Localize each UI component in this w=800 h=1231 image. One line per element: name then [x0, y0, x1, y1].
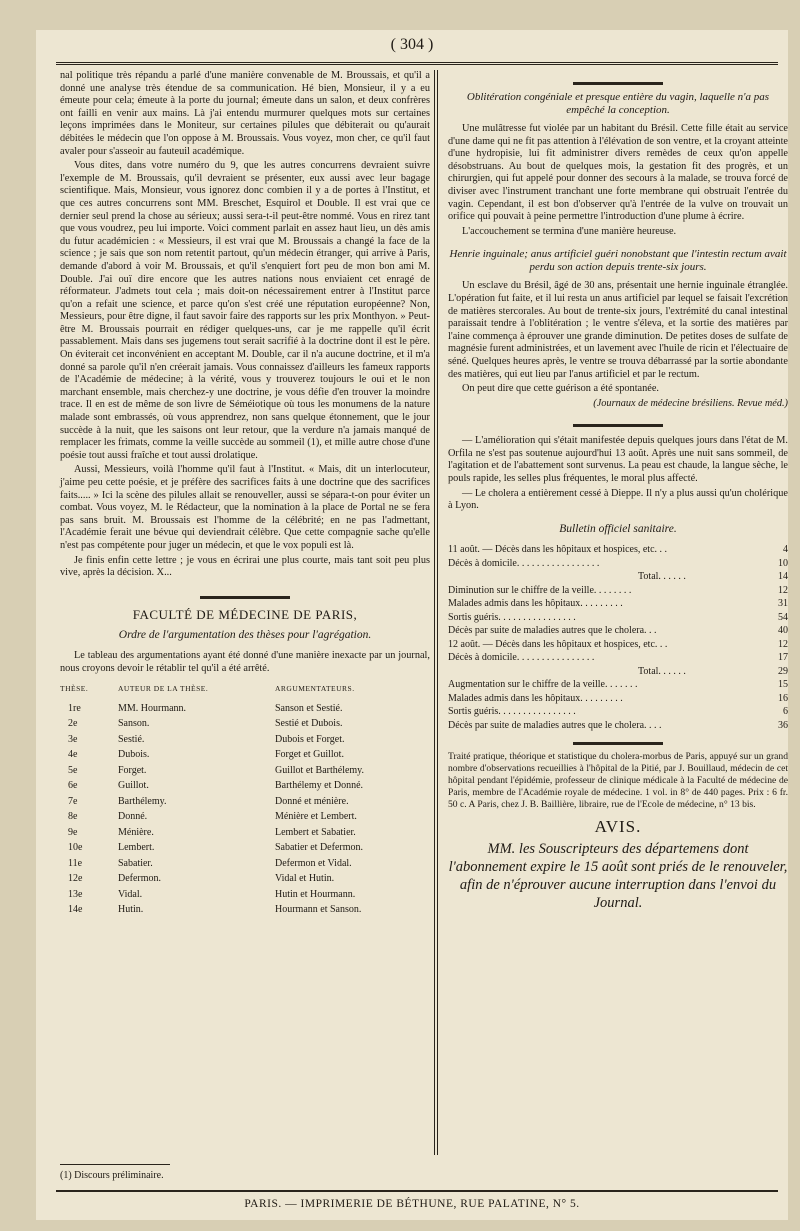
thesis-author: Barthélemy.: [118, 795, 167, 807]
article-2-source: (Journaux de médecine brésiliens. Revue méd.): [593, 397, 788, 409]
article-1-paragraph-1: Une mulâtresse fut violée par un habitant du Brésil. Cette fille était au service d'une dame qui ne fit pas attention à l'élévation de son ventre, et la croyant atteinte d'une hydropisie, lui fit administrer divers remèdes de ceux qu'on appelle désobstruans. Au bout de quelques mois, la gestation fit des progrès, et un chirurgien, qui fut appelé pour donner des secours à la malade, se trouva forcé de diviser avec l'instrument tranchant une forte membrane qui obstruait l'entrée du vagin. Cependant, il est bon d'observer qu'à l'entrée de la vulve on trouvait un orifice qui pouvait à peine permettre l'introduction d'une plume à écrire.: [448, 123, 788, 223]
bulletin-value: 6: [783, 706, 788, 718]
thesis-author: Lembert.: [118, 842, 155, 854]
argumentators: Defermon et Vidal.: [274, 857, 352, 869]
bulletin-row: [448, 678, 788, 692]
argumentators: Hutin et Hourmann.: [274, 888, 356, 900]
bulletin-row: [448, 611, 788, 625]
argumentators: Sestié et Dubois.: [274, 718, 343, 730]
table-row: [60, 857, 430, 873]
these-number: 9e: [68, 826, 78, 838]
thesis-author: Sestié.: [118, 733, 145, 745]
letter-paragraph-4: Je finis enfin cette lettre ; je vous en écrirai une plus courte, mais tant soit peu plus vive, après la décision. X...: [60, 554, 430, 579]
news-orfila: — L'amélioration qui s'était manifestée depuis quelques jours dans l'état de M. Orfila ne s'est pas soutenue aujourd'hui 13 août. Après une nuit sans sommeil, de l'agitation et de l'abattement sont survenus. La peau est chaude, la langue sèche, le pouls rapide, les selles plus fréquentes, le moral plus affecté.: [448, 435, 788, 485]
argumentators: Lembert et Sabatier.: [274, 826, 356, 838]
table-header-argumentateurs: ARGUMENTATEURS.: [274, 684, 355, 694]
argumentators: Vidal et Hutin.: [274, 873, 335, 885]
column-divider-inner: [437, 70, 438, 1155]
bulletin-row: [448, 557, 788, 571]
bulletin-label: Décès par suite de maladies autres que le cholera. . .: [448, 625, 657, 637]
bulletin-label: 11 août. — Décès dans les hôpitaux et hospices, etc. . .: [448, 544, 668, 556]
these-number: 11e: [68, 857, 83, 869]
bulletin-title: Bulletin officiel sanitaire.: [559, 522, 677, 535]
footnote: (1) Discours préliminaire.: [60, 1170, 164, 1181]
bulletin-value: 10: [778, 557, 788, 569]
bulletin-value: 14: [778, 571, 788, 583]
these-number: 10e: [68, 842, 83, 854]
news-cholera: — Le cholera a entièrement cessé à Dieppe. Il n'y a plus aussi qu'un cholérique à Lyon.: [448, 487, 788, 512]
book-notice: Traité pratique, théorique et statistique du cholera-morbus de Paris, appuyé sur un grand nombre d'observations recueillies à l'hôpital de la Pitié, par J. Bouillaud, médecin de cet hôpital pendant l'épidémie, professeur de clinique médicale à la Faculté de médecine de Paris, membre de l'Académie royale de médecine. 1 vol. in 8° de 440 pages. Prix : 6 fr. 50 c. A Paris, chez J. B. Baillière, libraire, rue de l'Ecole de médecine, n° 13 bis.: [448, 751, 788, 811]
argumentators: Forget et Guillot.: [274, 749, 344, 761]
bulletin-label: Décès à domicile. . . . . . . . . . . . . . . .: [448, 652, 595, 664]
section-rule: [573, 82, 663, 85]
bulletin-row: [448, 692, 788, 706]
bulletin-value: 12: [778, 638, 788, 650]
bulletin-label: Sortis guéris. . . . . . . . . . . . . . . .: [448, 611, 576, 623]
table-row: [60, 748, 430, 764]
bulletin-row: [448, 570, 788, 584]
bulletin-label: Total. . . . . .: [638, 571, 686, 583]
bulletin-label: Décès par suite de maladies autres que le cholera. . . .: [448, 719, 662, 731]
bulletin-value: 17: [778, 652, 788, 664]
article-2-paragraph-2: On peut dire que cette guérison a été spontanée.: [462, 383, 659, 395]
bulletin-label: Total. . . . . .: [638, 665, 686, 677]
section-rule: [573, 424, 663, 427]
these-number: 6e: [68, 780, 78, 792]
thesis-author: Ménière.: [118, 826, 154, 838]
argumentators: Guillot et Barthélemy.: [274, 764, 365, 776]
bulletin-value: 40: [778, 625, 788, 637]
bulletin-value: 16: [778, 692, 788, 704]
bulletin-row: [448, 638, 788, 652]
table-row: [60, 717, 430, 733]
bulletin-value: 36: [778, 719, 788, 731]
faculty-intro: Le tableau des argumentations ayant été donné d'une manière inexacte par un journal, nous croyons devoir le rétablir tel qu'il a été arrêté.: [60, 649, 430, 674]
these-number: 5e: [68, 764, 78, 776]
argumentators: Ménière et Lembert.: [274, 811, 357, 823]
table-row: [60, 779, 430, 795]
bulletin-value: 29: [778, 665, 788, 677]
bulletin-row: [448, 665, 788, 679]
thesis-author: Donné.: [118, 811, 148, 823]
thesis-author: Vidal.: [118, 888, 143, 900]
argumentators: Sabatier et Defermon.: [274, 842, 364, 854]
letter-paragraph-2: Vous dites, dans votre numéro du 9, que les autres concurrens devraient suivre l'exemple de M. Broussais, qu'il devraient se présenter, eux aussi avec leur bagage scientifique. Mais, Monsieur, vous ignorez donc combien il y a de portes à l'Institut, et que ces autres concurrens sont MM. Breschet, Esquirol et Double. Il est vrai que ce dernier seul prend la chose au sérieux; aussi sera-t-il peut-être nommé. Vous en rirez tant que vous voudrez, peu lui importe. Voici comment parlait en assez haut lieu, un dès amis du futur académicien : « Messieurs, il est vrai que M. Broussais a changé la face de la science ; je sais que son nom retentit partout, qu'un médecin étranger, qui arrive à Paris, demande d'abord à voir M. Broussais, et qu'il s'enquiert fort peu de mon bon ami M. Double. J'ai ouï dire encore que les autres nations nous enviaient cet enragé de réformateur. J'admets tout cela ; mais doit-on nécessairement entrer à l'Institut parce qu'on a refait une science, et parce qu'on s'est créé une réputation européenne? Non, Messieurs, pour être digne, il faut savoir faire des rapports sur les prix Monthyon. » Peut-être M. Broussais pourrait en rédiger quelques-uns, car je me rappelle qu'il écrit passablement. Mais dans ses jugemens tout serait sacrifié à la doctrine dont il est le père. On éviterait cet inconvénient en acceptant M. Double, car il n'a aucune doctrine, et il m'a donné sa parole qu'il n'en créerait jamais. Vous connaissez d'ailleurs les fameux rapports de l'Académie de médecine; à la vérité, vous y trouverez toujours le oui et le non marchant ensemble, mais cherchez-y une doctrine, je vous défie d'en trouver la moindre trace. Il en est de même de son livre de Séméiotique où tous les monumens de la nature malade sont embrassés, où vous apprendrez, non sans quelque étonnement, que le jour succède à la nuit, que les saisons ont leur retour, que la verdure n'a jamais manqué de remplacer les frimats, comme la veille succède au sommeil (1), et mille autre chose d'une poésie tout aussi fraîche et tout aussi drolatique.: [60, 160, 430, 461]
column-divider: [434, 70, 435, 1155]
bulletin-row: [448, 584, 788, 598]
imprint: PARIS. — IMPRIMERIE DE BÉTHUNE, RUE PALATINE, N° 5.: [244, 1198, 580, 1210]
page-number: ( 304 ): [390, 36, 434, 53]
table-row: [60, 888, 430, 904]
faculty-subtitle: Ordre de l'argumentation des thèses pour l'agrégation.: [118, 629, 372, 642]
bulletin-value: 12: [778, 584, 788, 596]
newspaper-page: [36, 30, 788, 1220]
argumentation-table-body: [60, 702, 430, 919]
thesis-author: Sanson.: [118, 718, 150, 730]
bulletin-value: 31: [778, 598, 788, 610]
these-number: 7e: [68, 795, 78, 807]
bulletin-value: 15: [778, 679, 788, 691]
section-rule: [200, 596, 290, 599]
table-row: [60, 810, 430, 826]
bulletin-label: Décès à domicile. . . . . . . . . . . . . . . . .: [448, 557, 600, 569]
letter-paragraph-3: Aussi, Messieurs, voilà l'homme qu'il faut à l'Institut. « Mais, dit un interlocuteur, j'aime peu cette poésie, et je préfère des sacrifices faits à une doctrine que des sacrifices faits..... » Ici la scène des pilules allait se renouveller, aussi se sépara-t-on pour éviter un combat. Vous voyez, M. le Rédacteur, que la nomination à la place de Portal ne se fera pas sans bruit. M. Broussais est l'homme de la célébrité; en ne pas l'admettant, l'Académie ferait une bévue qui deviendrait célèbre. Que cette compagnie sache qu'elle n'est pas compétente pour juger un médecin, et que le vox populi est là.: [60, 464, 430, 551]
these-number: 8e: [68, 811, 78, 823]
avis-text: MM. les Souscripteurs des départemens dont l'abonnement expire le 15 août sont priés de le renouveler, afin de n'éprouver aucune interruption dans l'envoi du Journal.: [448, 841, 788, 912]
argumentators: Hourmann et Sanson.: [274, 904, 362, 916]
bulletin-row: [448, 705, 788, 719]
bulletin-row: [448, 543, 788, 557]
bulletin-label: 12 août. — Décès dans les hôpitaux et hospices, etc. . .: [448, 638, 668, 650]
left-column: [60, 70, 430, 919]
avis-title: AVIS.: [594, 817, 642, 837]
these-number: 2e: [68, 718, 78, 730]
section-rule: [573, 742, 663, 745]
bulletin-label: Malades admis dans les hôpitaux. . . . . . . . .: [448, 598, 623, 610]
bulletin-label: Diminution sur le chiffre de la veille. . . . . . . .: [448, 584, 632, 596]
footnote-rule: [60, 1164, 170, 1165]
table-row: [60, 841, 430, 857]
article-title-2: Henrie inguinale; anus artificiel guéri nonobstant que l'intestin rectum avait perdu son action depuis trente-six jours.: [449, 248, 787, 274]
right-column: [448, 70, 788, 912]
table-row: [60, 795, 430, 811]
these-number: 4e: [68, 749, 78, 761]
table-header-these: THÈSE.: [60, 684, 89, 694]
imprint-rule: [56, 1190, 778, 1192]
bulletin-label: Sortis guéris. . . . . . . . . . . . . . . .: [448, 706, 576, 718]
argumentators: Sanson et Sestié.: [274, 702, 343, 714]
letter-paragraph-1: nal politique très répandu a parlé d'une manière convenable de M. Broussais, et qu'il a donné une analyse très étendue de sa communication. Hé bien, Monsieur, il y a eu émeute pour cela; émeute à la porte du journal; émeute dans un salon, et deux confrères ont failli en venir aux mains. Là j'ai entendu murmurer quelques mots sur certaines leçons imprimées dans le Moniteur, sur certaines pilules que débiterait ou qu'aurait débitées le médecin que l'on oppose à M. Broussais. Vous voyez, mon cher, ce qu'il faut avaler pour s'asseoir au fauteuil académique.: [60, 70, 430, 157]
article-title-1: Oblitération congéniale et presque entière du vagin, laquelle n'a pas empêché la conception.: [466, 91, 770, 116]
these-number: 12e: [68, 873, 83, 885]
table-row: [60, 764, 430, 780]
bulletin-row: [448, 651, 788, 665]
bulletin-row: [448, 624, 788, 638]
these-number: 13e: [68, 888, 83, 900]
top-double-rule: [56, 62, 778, 65]
these-number: 14e: [68, 904, 83, 916]
table-header-auteur: AUTEUR DE LA THÈSE.: [118, 684, 209, 694]
bulletin-value: 4: [783, 544, 788, 556]
bulletin-table: [448, 543, 788, 732]
thesis-author: Sabatier.: [118, 857, 153, 869]
thesis-author: Guillot.: [118, 780, 149, 792]
these-number: 1re: [68, 702, 81, 714]
article-2-paragraph-1: Un esclave du Brésil, âgé de 30 ans, présentait une hernie inguinale étranglée. L'opération fut faite, et il lui resta un anus artificiel par lequel se faisait l'excrétion de matières stercorales. Au bout de trente-six jours, l'extrémité du canal intestinal paraissait tendre à l'oblitération ; le ventre s'éleva, et la sortie des matières par l'aine commença à éprouver une grande diminution. De petites doses de sulfate de magnésie furent administrées, et un lavement avec l'huile de ricin et l'électuaire de séné. Quelques heures après, le ventre se trouva débarrassé par la sortie abondante des matières, qui eut lieu par l'anus artificiel et par le rectum.: [448, 280, 788, 380]
bulletin-label: Augmentation sur le chiffre de la veille. . . . . . .: [448, 679, 638, 691]
thesis-author: Defermon.: [118, 873, 162, 885]
table-row: [60, 826, 430, 842]
these-number: 3e: [68, 733, 78, 745]
argumentators: Donné et ménière.: [274, 795, 349, 807]
thesis-author: Forget.: [118, 764, 147, 776]
faculty-title: FACULTÉ DE MÉDECINE DE PARIS,: [132, 606, 358, 622]
thesis-author: Dubois.: [118, 749, 150, 761]
bulletin-row: [448, 719, 788, 733]
argumentators: Dubois et Forget.: [274, 733, 345, 745]
bulletin-label: Malades admis dans les hôpitaux. . . . . . . . .: [448, 692, 623, 704]
table-row: [60, 702, 430, 718]
thesis-author: MM. Hourmann.: [118, 702, 187, 714]
table-row: [60, 733, 430, 749]
table-row: [60, 903, 430, 919]
thesis-author: Hutin.: [118, 904, 144, 916]
argumentation-table: [60, 681, 430, 919]
bulletin-value: 54: [778, 611, 788, 623]
article-1-paragraph-2: L'accouchement se termina d'une manière heureuse.: [462, 225, 677, 237]
argumentators: Barthélemy et Donné.: [274, 780, 364, 792]
table-row: [60, 872, 430, 888]
bulletin-row: [448, 597, 788, 611]
